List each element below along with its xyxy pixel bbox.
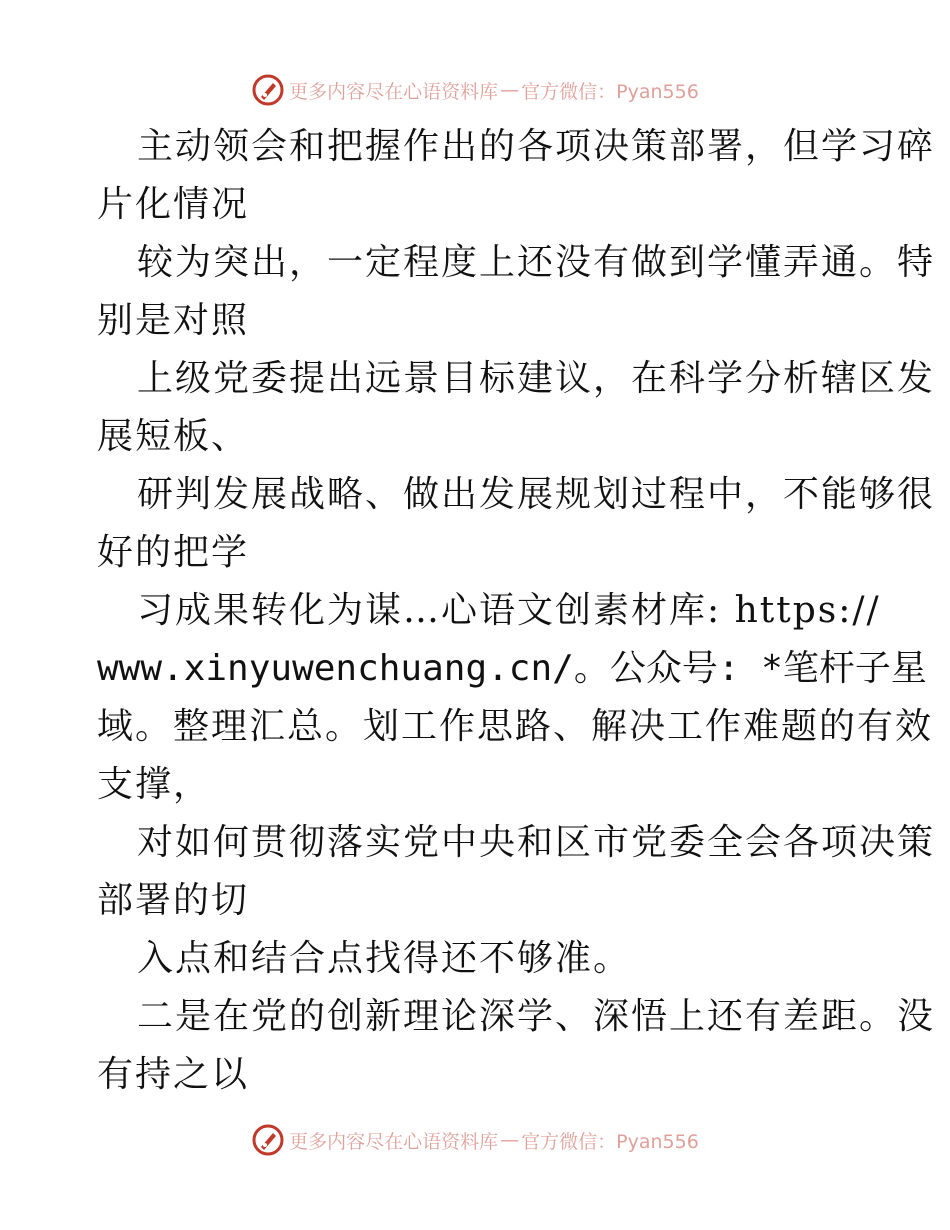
text-line: 好的把学 (97, 532, 250, 573)
text-line: 对如何贯彻落实党中央和区市党委全会各项决策 (137, 822, 936, 863)
text-line: 部署的切 (97, 880, 250, 921)
text-line-url: www.xinyuwenchuang.cn/。公众号: *笔杆子星 (97, 648, 927, 689)
document-body (97, 118, 936, 1104)
text-line: 习成果转化为谋…心语文创素材库: https:// (137, 590, 881, 631)
text-line: 较为突出，一定程度上还没有做到学懂弄通。特 (137, 242, 936, 283)
pen-nib-logo-icon (251, 1123, 285, 1157)
header-banner-contact: 官方微信：Pyan556 (521, 80, 699, 103)
text-line: 支撑， (97, 764, 212, 805)
text-line: 别是对照 (97, 300, 250, 341)
text-line: 域。整理汇总。划工作思路、解决工作难题的有效 (97, 706, 934, 747)
pen-nib-logo-icon (251, 73, 285, 107)
text-line: 片化情况 (97, 184, 250, 225)
footer-banner-contact: 官方微信：Pyan556 (521, 1130, 699, 1153)
text-line: 展短板、 (97, 416, 250, 457)
text-line: 有持之以 (97, 1054, 250, 1095)
text-line: 二是在党的创新理论深学、深悟上还有差距。没 (137, 996, 936, 1037)
text-line: 研判发展战略、做出发展规划过程中，不能够很 (137, 474, 936, 515)
header-watermark-banner (0, 70, 950, 110)
text-line: 主动领会和把握作出的各项决策部署，但学习碎 (137, 126, 936, 167)
text-line: 入点和结合点找得还不够准。 (137, 938, 632, 979)
footer-watermark-banner (0, 1120, 950, 1160)
header-banner-separator: — (500, 79, 520, 101)
text-line: 上级党委提出远景目标建议，在科学分析辖区发 (137, 358, 936, 399)
footer-banner-text: 更多内容尽在心语资料库 (289, 1130, 499, 1153)
header-banner-text: 更多内容尽在心语资料库 (289, 80, 499, 103)
footer-banner-separator: — (500, 1129, 520, 1151)
